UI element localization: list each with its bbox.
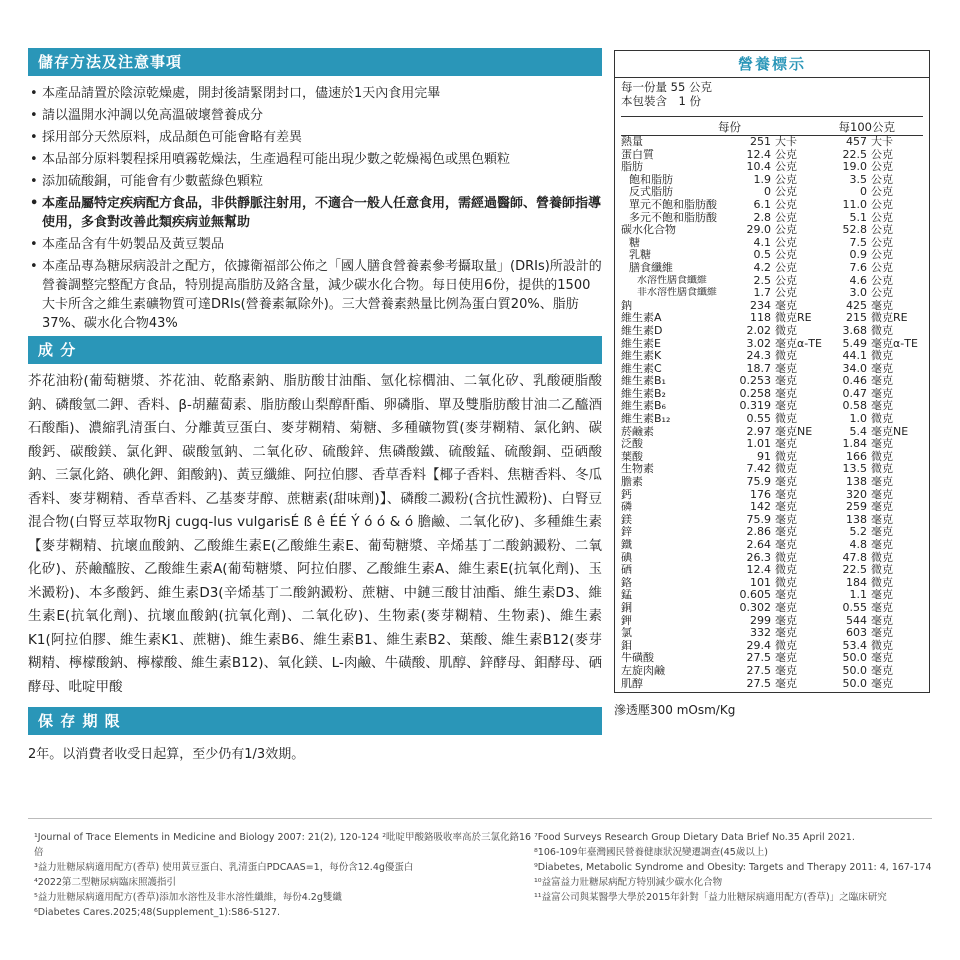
note-item: • 本產品含有牛奶製品及黃豆製品	[28, 235, 602, 254]
nutrient-name: 牛磺酸	[621, 652, 654, 665]
per-100g-unit: 公克	[871, 273, 893, 287]
nutrition-row	[621, 375, 923, 388]
nutrient-name: 肌醇	[621, 677, 643, 690]
nutrient-name: 磷	[621, 501, 632, 514]
per-100g-value: 138	[846, 475, 867, 489]
per-100g-value: 603	[846, 626, 867, 640]
per-100g-unit: 微克	[871, 449, 893, 463]
per-100g-unit: 微克RE	[871, 311, 908, 325]
per-serving-value: 1.01	[746, 437, 771, 451]
nutrition-row	[621, 539, 923, 552]
per-serving-unit: 公克	[775, 235, 797, 249]
per-serving-unit: 微克	[775, 550, 797, 564]
per-100g-value: 215	[846, 311, 867, 325]
per-serving-value: 299	[750, 613, 771, 627]
per-100g-unit: 毫克α-TE	[871, 336, 918, 350]
per-serving-unit: 毫克α-TE	[775, 336, 822, 350]
nutrient-name: 維生素B₁	[621, 375, 666, 388]
per-serving-unit: 毫克	[775, 512, 797, 526]
nutrient-name: 鐵	[621, 539, 632, 551]
per-100g-value: 22.5	[842, 563, 867, 577]
per-100g-unit: 公克	[871, 172, 893, 186]
per-serving-value: 0	[764, 185, 771, 199]
per-serving-unit: 公克	[775, 210, 797, 224]
left-column	[28, 48, 602, 762]
nutrient-name: 水溶性膳食纖維	[637, 274, 707, 286]
nutrition-row	[621, 199, 923, 212]
reference-item: ⁹Diabetes, Metabolic Syndrome and Obesity: Targets and Therapy 2011: 4, 167-174	[534, 862, 932, 873]
per-100g-value: 34.0	[842, 361, 867, 375]
per-serving-value: 332	[750, 626, 771, 640]
storage-heading: 儲存方法及注意事項	[28, 48, 602, 76]
nutrition-row	[621, 438, 923, 451]
per-100g-value: 22.5	[842, 147, 867, 161]
nutrient-name: 鋅	[621, 526, 632, 539]
servings-per-pack: 本包裝含 1 份	[621, 94, 701, 108]
per-100g-unit: 微克	[871, 563, 893, 577]
reference-item: ⁴2022第二型糖尿病臨床照護指引	[34, 877, 176, 888]
per-serving-value: 75.9	[746, 475, 771, 489]
nutrient-name: 熱量	[621, 136, 643, 148]
per-serving-unit: 公克	[775, 160, 797, 174]
nutrition-row	[621, 678, 923, 691]
storage-notes	[28, 84, 602, 333]
per-serving-value: 2.8	[753, 210, 771, 224]
per-100g-value: 425	[846, 298, 867, 312]
nutrient-name: 硒	[621, 564, 632, 577]
per-serving-value: 29.0	[746, 223, 771, 237]
per-serving-value: 0.319	[739, 399, 771, 413]
nutrition-row	[621, 136, 923, 149]
per-100g-value: 5.1	[849, 210, 867, 224]
nutrient-name: 鉀	[621, 614, 632, 627]
per-100g-unit: 毫克	[871, 399, 893, 413]
per-100g-unit: 微克	[871, 638, 893, 652]
per-100g-value: 44.1	[842, 349, 867, 363]
nutrient-name: 膽素	[621, 476, 643, 489]
per-100g-value: 1.0	[849, 412, 867, 426]
per-serving-value: 101	[750, 575, 771, 589]
per-serving-unit: 公克	[775, 197, 797, 211]
per-serving-value: 10.4	[746, 160, 771, 174]
per-serving-value: 4.1	[753, 235, 771, 249]
per-100g-value: 7.5	[849, 235, 867, 249]
nutrient-name: 單元不飽和脂肪酸	[629, 198, 717, 211]
per-100g-value: 0.55	[842, 600, 867, 614]
nutrition-rows	[621, 136, 923, 690]
osmolality: 滲透壓300 mOsm/Kg	[614, 703, 736, 718]
per-100g-value: 0	[860, 185, 867, 199]
per-100g-value: 138	[846, 512, 867, 526]
reference-item: ¹⁰益富益力壯糖尿病配方特別減少碳水化合物	[534, 877, 723, 888]
nutrient-name: 葉酸	[621, 450, 643, 463]
per-serving-value: 2.86	[746, 525, 771, 539]
per-serving-unit: 毫克	[775, 386, 797, 400]
per-serving-header: 每份	[718, 120, 741, 134]
per-100g-value: 3.5	[849, 172, 867, 186]
per-serving-unit: 毫克	[775, 651, 797, 665]
nutrient-name: 維生素C	[621, 362, 662, 375]
nutrition-row	[621, 161, 923, 174]
reference-item: ⁶Diabetes Cares.2025;48(Supplement_1):S86-S127.	[34, 907, 281, 918]
shelf-life-text: 2年。以消費者收受日起算，至少仍有1/3效期。	[28, 747, 305, 762]
per-serving-value: 1.9	[753, 172, 771, 186]
per-100g-unit: 公克	[871, 286, 893, 300]
nutrient-name: 維生素B₆	[621, 400, 666, 413]
nutrition-row	[621, 602, 923, 615]
per-serving-value: 2.5	[753, 273, 771, 287]
per-100g-value: 5.4	[849, 424, 867, 438]
nutrition-column-header	[621, 116, 923, 136]
per-serving-unit: 毫克	[775, 525, 797, 539]
note-item: • 請以溫開水沖調以免高溫破壞營養成分	[28, 106, 602, 125]
per-100g-unit: 毫克	[871, 525, 893, 539]
nutrient-name: 錳	[621, 589, 632, 602]
per-serving-value: 29.4	[746, 638, 771, 652]
nutrition-row	[621, 627, 923, 640]
nutrition-row	[621, 476, 923, 489]
nutrient-name: 菸鹼素	[621, 425, 654, 438]
nutrient-name: 非水溶性膳食纖維	[637, 287, 717, 299]
nutrition-row	[621, 287, 923, 300]
per-serving-unit: 大卡	[775, 135, 797, 148]
per-serving-unit: 微克	[775, 462, 797, 476]
reference-item: ¹¹益富公司與某醫學大學於2015年針對「益力壯糖尿病適用配方(香草)」之臨床研究	[534, 892, 887, 903]
per-100g-unit: 毫克	[871, 613, 893, 627]
references-right	[534, 830, 934, 905]
per-100g-unit: 公克	[871, 185, 893, 199]
per-serving-unit: 毫克	[775, 626, 797, 640]
nutrition-row	[621, 665, 923, 678]
per-serving-unit: 公克	[775, 248, 797, 262]
nutrient-name: 鈉	[621, 299, 632, 312]
per-serving-value: 176	[750, 487, 771, 501]
footnote-divider	[28, 818, 932, 819]
per-serving-value: 142	[750, 500, 771, 514]
per-100g-unit: 毫克	[871, 374, 893, 388]
per-100g-unit: 微克	[871, 462, 893, 476]
nutrient-name: 維生素B₂	[621, 387, 666, 400]
nutrient-name: 鉬	[621, 639, 632, 652]
per-100g-value: 13.5	[842, 462, 867, 476]
per-100g-value: 457	[846, 135, 867, 148]
per-serving-unit: 微克RE	[775, 311, 812, 325]
per-100g-value: 52.8	[842, 223, 867, 237]
per-serving-value: 0.253	[739, 374, 771, 388]
nutrient-name: 蛋白質	[621, 148, 654, 161]
per-100g-header: 每100公克	[838, 120, 895, 134]
per-100g-value: 4.8	[849, 538, 867, 551]
note-item: • 本品部分原料製程採用噴霧乾燥法，生產過程可能出現少數之乾燥褐色或黑色顆粒	[28, 150, 602, 169]
per-serving-value: 3.02	[746, 336, 771, 350]
per-serving-unit: 毫克NE	[775, 424, 813, 438]
per-100g-unit: 公克	[871, 160, 893, 174]
nutrient-name: 維生素K	[621, 350, 662, 363]
per-serving-value: 0.605	[739, 588, 771, 602]
per-serving-unit: 毫克	[775, 437, 797, 451]
per-serving-unit: 毫克	[775, 613, 797, 627]
per-100g-value: 19.0	[842, 160, 867, 174]
note-item-warning: • 本產品屬特定疾病配方食品，非供靜脈注射用，不適合一般人任意食用，需經過醫師、營養師指導使用，多食對改善此類疾病並無幫助	[28, 194, 602, 232]
per-100g-value: 50.0	[842, 676, 867, 690]
per-serving-unit: 毫克	[775, 374, 797, 388]
nutrition-row	[621, 413, 923, 426]
per-serving-unit: 微克	[775, 349, 797, 363]
per-serving-value: 12.4	[746, 147, 771, 161]
per-serving-unit: 微克	[775, 638, 797, 652]
per-serving-value: 27.5	[746, 651, 771, 665]
per-serving-value: 7.42	[746, 462, 771, 476]
per-100g-value: 3.0	[849, 286, 867, 300]
per-100g-unit: 公克	[871, 147, 893, 161]
per-100g-value: 5.2	[849, 525, 867, 539]
ingredients-heading: 成 分	[28, 336, 602, 364]
nutrient-name: 膳食纖維	[629, 261, 673, 274]
per-100g-unit: 公克	[871, 248, 893, 262]
reference-item: ⁵益力壯糖尿病適用配方(香草)添加水溶性及非水溶性纖維，每份4.2g雙纖	[34, 892, 342, 903]
per-serving-unit: 微克	[775, 323, 797, 337]
note-item: • 本產品請置於陰涼乾燥處，開封後請緊閉封口，儘速於1天內食用完畢	[28, 84, 602, 103]
nutrient-name: 銅	[621, 601, 632, 614]
per-serving-value: 0.302	[739, 600, 771, 614]
nutrition-row	[621, 325, 923, 338]
nutrient-name: 鉻	[621, 576, 632, 589]
nutrition-table	[614, 78, 930, 693]
per-serving-unit: 毫克	[775, 399, 797, 413]
per-100g-unit: 毫克	[871, 512, 893, 526]
per-serving-value: 0.55	[746, 412, 771, 426]
per-serving-unit: 毫克	[775, 600, 797, 614]
per-100g-value: 0.58	[842, 399, 867, 413]
per-serving-value: 27.5	[746, 676, 771, 690]
per-serving-unit: 毫克	[775, 487, 797, 501]
per-100g-unit: 毫克	[871, 676, 893, 690]
per-serving-unit: 毫克	[775, 588, 797, 602]
nutrient-name: 鎂	[621, 513, 632, 526]
note-item: • 本產品專為糖尿病設計之配方，依據衛福部公佈之「國人膳食營養素參考攝取量」(DRIs)所設計的營養調整完整配方食品，特別提高脂肪及鉻含量，減少碳水化合物。每日使用6份，提供的1500大卡所含之維生素礦物質可達DRIs(營養素氟除外)。三大營養素熱量比例為蛋白質20%、脂肪37%、碳水化合物43%	[28, 257, 602, 333]
reference-item: ³益力壯糖尿病適用配方(香草) 使用黃豆蛋白、乳清蛋白PDCAAS=1，每份含12.4g優蛋白	[34, 862, 414, 873]
per-100g-unit: 毫克	[871, 651, 893, 665]
per-100g-unit: 公克	[871, 223, 893, 237]
per-100g-unit: 毫克	[871, 386, 893, 400]
per-serving-unit: 毫克	[775, 676, 797, 690]
per-serving-value: 2.02	[746, 323, 771, 337]
per-serving-value: 118	[750, 311, 771, 325]
per-100g-value: 0.9	[849, 248, 867, 262]
per-100g-unit: 毫克	[871, 500, 893, 514]
nutrient-name: 乳糖	[629, 249, 651, 262]
nutrient-name: 維生素E	[621, 337, 661, 350]
per-serving-value: 0.258	[739, 386, 771, 400]
per-100g-value: 7.6	[849, 260, 867, 274]
per-serving-unit: 毫克	[775, 361, 797, 375]
nutrient-name: 多元不飽和脂肪酸	[629, 211, 717, 224]
reference-item: ⁸106-109年臺灣國民營養健康狀況變遷調查(45歲以上)	[534, 847, 769, 858]
per-100g-value: 3.68	[842, 323, 867, 337]
nutrition-row	[621, 564, 923, 577]
per-100g-unit: 毫克	[871, 663, 893, 677]
per-serving-unit: 公克	[775, 286, 797, 300]
reference-item: ¹Journal of Trace Elements in Medicine and Biology 2007: 21(2), 120-124 ²吡啶甲酸鉻吸收率高於三氯化鉻16倍	[34, 832, 532, 858]
per-serving-unit: 公克	[775, 223, 797, 237]
per-100g-value: 544	[846, 613, 867, 627]
per-serving-value: 75.9	[746, 512, 771, 526]
per-serving-value: 6.1	[753, 197, 771, 211]
per-serving-unit: 公克	[775, 273, 797, 287]
per-100g-value: 320	[846, 487, 867, 501]
per-serving-value: 1.7	[753, 286, 771, 300]
nutrition-title: 營養標示	[614, 50, 930, 78]
per-serving-unit: 公克	[775, 260, 797, 274]
per-100g-value: 184	[846, 575, 867, 589]
nutrient-name: 氯	[621, 627, 632, 640]
per-100g-unit: 微克	[871, 349, 893, 363]
per-serving-unit: 微克	[775, 563, 797, 577]
nutrient-name: 碳水化合物	[621, 224, 676, 237]
nutrient-name: 糖	[629, 236, 640, 249]
nutrient-name: 維生素A	[621, 312, 662, 325]
per-100g-unit: 微克	[871, 323, 893, 337]
per-100g-value: 0.47	[842, 386, 867, 400]
per-serving-unit: 公克	[775, 185, 797, 199]
per-serving-value: 234	[750, 298, 771, 312]
per-serving-value: 26.3	[746, 550, 771, 564]
nutrient-name: 碘	[621, 551, 632, 564]
references-left	[34, 830, 534, 920]
per-serving-unit: 毫克	[775, 500, 797, 514]
per-100g-unit: 毫克	[871, 475, 893, 489]
per-100g-unit: 毫克	[871, 487, 893, 501]
per-100g-unit: 毫克NE	[871, 424, 909, 438]
per-100g-unit: 毫克	[871, 626, 893, 640]
nutrition-row	[621, 262, 923, 275]
nutrient-name: 維生素D	[621, 324, 663, 337]
per-100g-value: 50.0	[842, 651, 867, 665]
per-serving-unit: 毫克	[775, 475, 797, 489]
per-100g-value: 166	[846, 449, 867, 463]
per-100g-unit: 公克	[871, 197, 893, 211]
per-100g-unit: 微克	[871, 575, 893, 589]
serving-info	[621, 80, 923, 108]
nutrient-name: 鈣	[621, 488, 632, 501]
per-serving-value: 18.7	[746, 361, 771, 375]
per-100g-unit: 毫克	[871, 600, 893, 614]
per-serving-unit: 毫克	[775, 298, 797, 312]
per-100g-value: 1.84	[842, 437, 867, 451]
shelf-life-heading: 保 存 期 限	[28, 707, 602, 735]
per-100g-value: 259	[846, 500, 867, 514]
per-100g-value: 47.8	[842, 550, 867, 564]
per-serving-value: 12.4	[746, 563, 771, 577]
nutrition-row	[621, 501, 923, 514]
per-serving-value: 24.3	[746, 349, 771, 363]
note-item: • 添加硫酸銅，可能會有少數藍綠色顆粒	[28, 172, 602, 191]
per-serving-value: 2.64	[746, 538, 771, 551]
per-100g-unit: 大卡	[871, 135, 893, 148]
per-100g-unit: 毫克	[871, 588, 893, 602]
per-100g-value: 5.49	[842, 336, 867, 350]
ingredients-text: 芥花油粉(葡萄糖漿、芥花油、乾酪素鈉、脂肪酸甘油酯、氫化棕櫚油、二氧化矽、乳酸硬脂酸鈉、磷酸氫二鉀、香料、β-胡蘿蔔素、脂肪酸山梨醇酐酯、卵磷脂、單及雙脂肪酸甘油二乙醯酒石酸酯)、濃縮乳清蛋白、分離黃豆蛋白、麥芽糊精、菊糖、多種礦物質(麥芽糊精、氯化鈉、碳酸鈣、碳酸鎂、氯化鉀、碳酸氫鈉、二氧化矽、硫酸鋅、焦磷酸鐵、硫酸錳、硫酸銅、亞硒酸鈉、三氯化鉻、碘化鉀、鉬酸鈉)、黃豆纖維、阿拉伯膠、香草香料【椰子香料、焦糖香料、冬瓜香料、麥芽糊精、香草香料、乙基麥芽醇、蔗糖素(甜味劑)】、磷酸二澱粉(含抗性澱粉)、白腎豆混合物(白腎豆萃取物Rj cugq-lus vulgarisÉ ß ê ÉÉ Ý ó ó & ó 膽鹼、二氧化矽)、多種維生素【麥芽糊精、抗壞血酸鈉、乙酸維生素E(乙酸維生素E、葡萄糖漿、辛烯基丁二酸鈉澱粉、二氧化矽)、菸鹼醯胺、乙酸維生素A(葡萄糖漿、阿拉伯膠、乙酸維生素A、維生素E(抗氧化劑)、玉米澱粉)、本多酸鈣、維生素D3(辛烯基丁二酸鈉澱粉、蔗糖、中鏈三酸甘油酯、維生素D3、維生素E(抗氧化劑)、抗壞血酸鈉(抗氧化劑)、二氧化矽)、生物素(麥芽糊精、生物素)、維生素K1(阿拉伯膠、維生素K1、蔗糖)、維生素B6、維生素B1、維生素B2、葉酸、維生素B12(麥芽糊精、檸檬酸鈉、檸檬酸、維生素B12)、氧化鎂、L-肉鹼、牛磺酸、肌醇、鋅酵母、鉬酵母、硒酵母、吡啶甲酸	[28, 373, 602, 695]
nutrition-row	[621, 224, 923, 237]
per-serving-unit: 公克	[775, 172, 797, 186]
per-100g-unit: 微克	[871, 550, 893, 564]
per-100g-unit: 公克	[871, 210, 893, 224]
reference-item: ⁷Food Surveys Research Group Dietary Data Brief No.35 April 2021.	[534, 832, 855, 843]
per-100g-unit: 毫克	[871, 298, 893, 312]
per-100g-value: 4.6	[849, 273, 867, 287]
per-serving-unit: 微克	[775, 575, 797, 589]
nutrient-name: 左旋肉鹼	[621, 664, 665, 677]
per-100g-unit: 微克	[871, 412, 893, 426]
nutrient-name: 反式脂肪	[629, 186, 673, 199]
nutrient-name: 飽和脂肪	[629, 173, 673, 186]
per-serving-unit: 毫克	[775, 663, 797, 677]
per-serving-unit: 微克	[775, 449, 797, 463]
per-100g-value: 53.4	[842, 638, 867, 652]
per-serving-unit: 微克	[775, 412, 797, 426]
per-serving-value: 4.2	[753, 260, 771, 274]
per-100g-unit: 公克	[871, 235, 893, 249]
per-serving-value: 251	[750, 135, 771, 148]
per-100g-value: 50.0	[842, 663, 867, 677]
per-100g-value: 11.0	[842, 197, 867, 211]
per-serving-value: 91	[757, 449, 771, 463]
per-serving-value: 2.97	[746, 424, 771, 438]
per-serving-unit: 毫克	[775, 538, 797, 551]
nutrient-name: 生物素	[621, 463, 654, 476]
per-100g-unit: 公克	[871, 260, 893, 274]
per-100g-value: 0.46	[842, 374, 867, 388]
per-100g-unit: 毫克	[871, 538, 893, 551]
nutrient-name: 維生素B₁₂	[621, 413, 671, 426]
per-serving-unit: 公克	[775, 147, 797, 161]
per-100g-value: 1.1	[849, 588, 867, 602]
per-100g-unit: 毫克	[871, 437, 893, 451]
per-100g-unit: 毫克	[871, 361, 893, 375]
nutrition-row	[621, 350, 923, 363]
nutrition-panel	[614, 50, 930, 788]
nutrient-name: 脂肪	[621, 161, 643, 174]
nutrient-name: 泛酸	[621, 438, 643, 451]
per-serving-value: 27.5	[746, 663, 771, 677]
note-item: • 採用部分天然原料，成品顏色可能會略有差異	[28, 128, 602, 147]
per-serving-value: 0.5	[753, 248, 771, 262]
serving-size: 每一份量 55 公克	[621, 80, 712, 94]
